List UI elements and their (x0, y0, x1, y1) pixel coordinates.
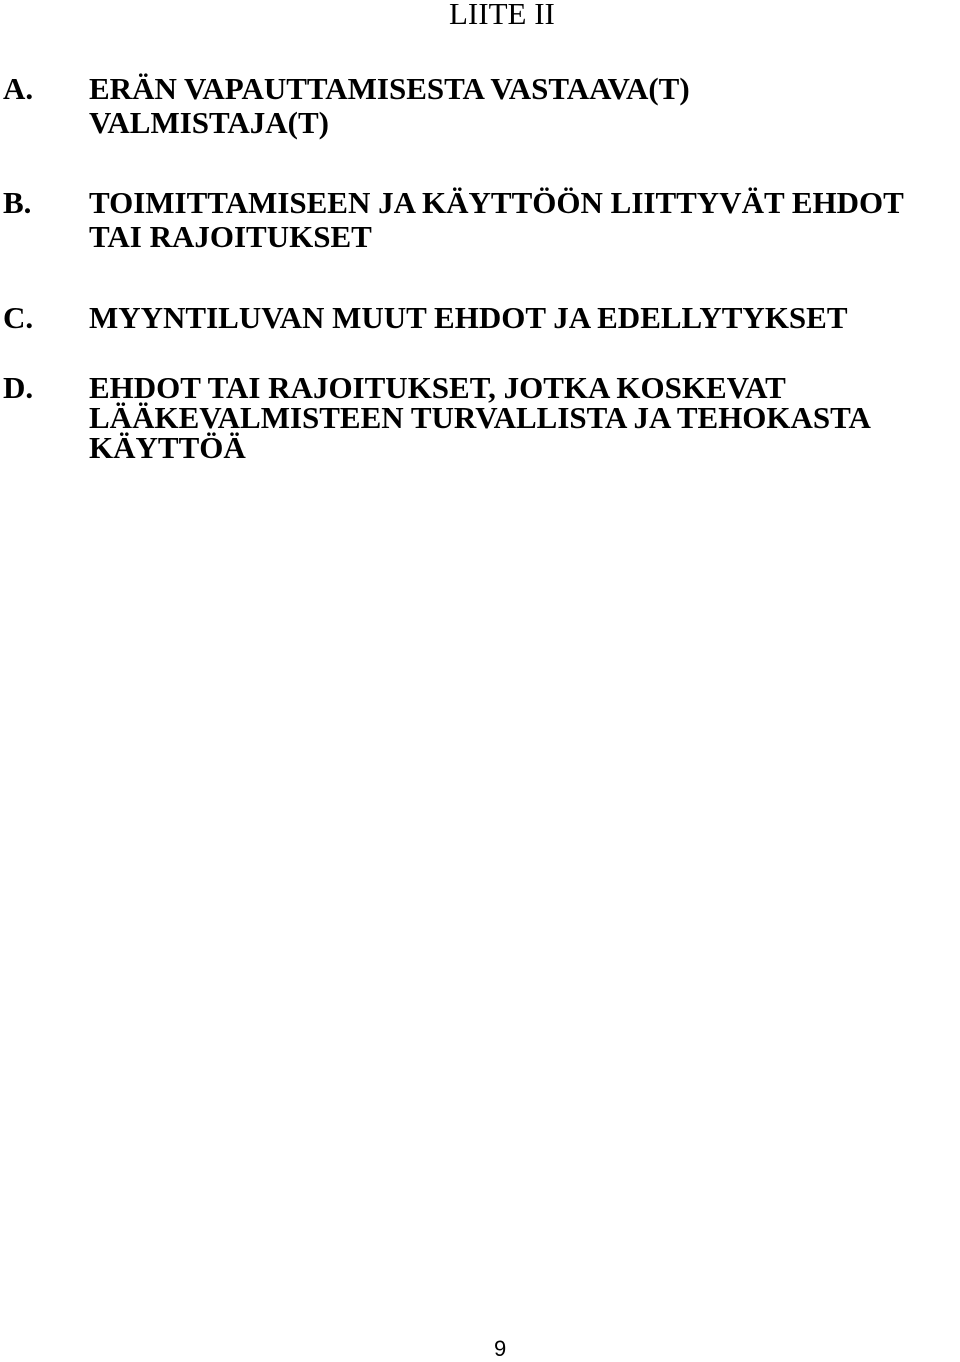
section-heading: MYYNTILUVAN MUUT EHDOT JA EDELLYTYKSET (89, 300, 848, 335)
section-letter: B. (3, 185, 32, 220)
section-heading: TOIMITTAMISEEN JA KÄYTTÖÖN LIITTYVÄT EHDOT TAI RAJOITUKSET (89, 185, 904, 254)
section-heading: ERÄN VAPAUTTAMISESTA VASTAAVA(T) VALMISTAJA(T) (89, 71, 690, 140)
annex-title: LIITE II (449, 0, 555, 31)
section-letter: A. (3, 71, 34, 106)
section-letter: D. (3, 370, 34, 405)
section-letter: C. (3, 300, 34, 335)
page-number: 9 (494, 1336, 507, 1361)
section-heading: EHDOT TAI RAJOITUKSET, JOTKA KOSKEVAT LÄÄKEVALMISTEEN TURVALLISTA JA TEHOKASTA KÄYTTÖÄ (89, 370, 871, 465)
